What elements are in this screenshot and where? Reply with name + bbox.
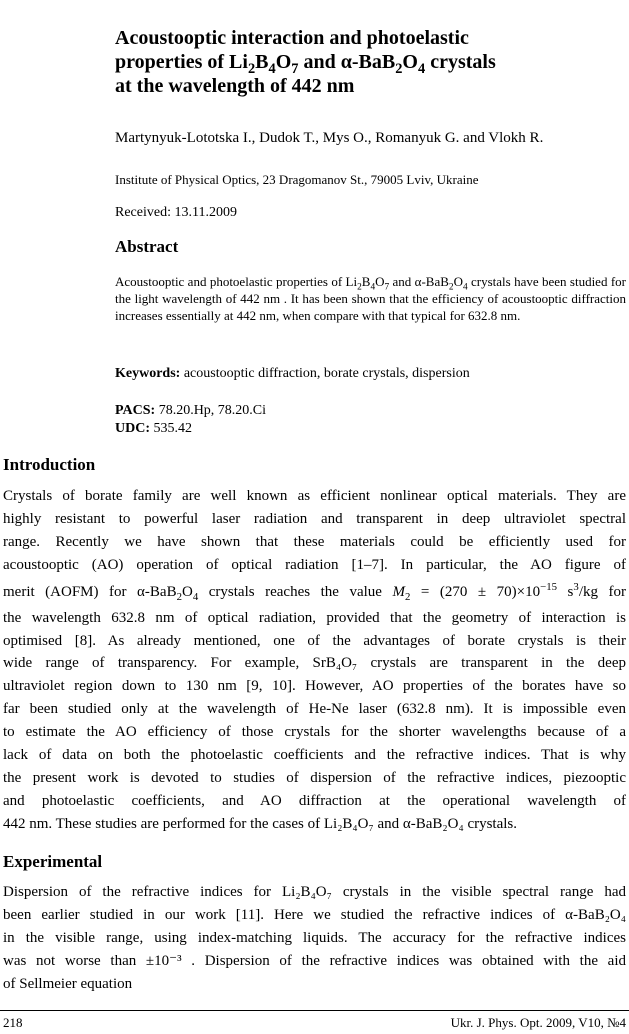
experimental-line: been earlier studied in our work [11]. Here we studied the refractive indices of α-BaB₂O₄ <box>3 906 626 923</box>
experimental-line: of Sellmeier equation <box>3 975 133 992</box>
title-line-2: properties of $Li_2B_4O_7$ and $\alpha-BaB_2O_4$ crystals <box>115 51 496 77</box>
experimental-body <box>3 881 626 996</box>
introduction-heading: Introduction <box>3 455 96 474</box>
experimental-heading: Experimental <box>3 852 103 871</box>
intro-line: and photoelastic coefficients, and AO diffraction at the operational wavelength of <box>3 792 626 809</box>
introduction-body <box>3 485 626 836</box>
intro-line: to estimate the AO efficiency of those crystals for the shorter wavelengths because of a <box>3 724 626 741</box>
footer-rule <box>0 1010 629 1011</box>
intro-line: the wavelength 632.8 nm of optical radiation, provided that the geometry of interaction is <box>3 609 626 626</box>
experimental-line: was not worse than ±10⁻³ . Dispersion of the refractive indices was obtained with the aid <box>3 952 626 969</box>
experimental-line: in the visible range, using index-matching liquids. The accuracy for the refractive indices <box>3 929 626 946</box>
received-date: Received: 13.11.2009 <box>115 205 237 220</box>
intro-line: 442 nm. These studies are performed for the cases of Li₂B₄O₇ and α-BaB₂O₄ crystals. <box>3 815 518 832</box>
intro-line: optimised [8]. As already mentioned, one of the advantages of borate crystals is their <box>3 632 626 649</box>
intro-line: acoustooptic (AO) operation of optical radiation [1–7]. In particular, the AO figure of <box>3 556 626 573</box>
intro-line: ultraviolet region down to 130 nm [9, 10]. However, AO properties of the borates have so <box>3 678 626 695</box>
intro-line: range. Recently we have shown that these materials could be efficiently used for <box>3 533 626 550</box>
abstract-text: Acoustooptic and photoelastic properties of $Li_2B_4O_7$ and $\alpha-BaB_2O_4$ crystals have been studied for the light wavelength of 442 nm . It has been shown that the efficiency of acoustooptic diffraction increases essentially at 442 nm, when compare with that typical for 632.8 nm. <box>115 274 626 323</box>
pacs-codes: PACS: 78.20.Hp, 78.20.Ci <box>115 403 267 418</box>
experimental-line: Dispersion of the refractive indices for Li₂B₄O₇ crystals in the visible spectral range had <box>3 884 626 900</box>
intro-line: far been studied only at the wavelength of He-Ne laser (632.8 nm). It is impossible even <box>3 701 626 718</box>
intro-line: the present work is devoted to studies of dispersion of the refractive indices, piezooptic <box>3 769 626 786</box>
keywords: Keywords: acoustooptic diffraction, borate crystals, dispersion <box>115 366 470 381</box>
authors: Martynyuk-Lototska I., Dudok T., Mys O., Romanyuk G. and Vlokh R. <box>115 130 544 146</box>
paper-title <box>115 26 615 98</box>
intro-formula-line: merit (AOFM) for $\alpha-BaB_2O_4$ crystals reaches the value $M_2 = (270 \pm 70)\times 10^{-15}$ $s^3/kg$ for <box>3 580 626 603</box>
intro-line: lack of data on both the photoelastic coefficients and the refractive indices. That is why <box>3 747 626 764</box>
intro-line: wide range of transparency. For example, SrB₄O₇ crystals are transparent in the deep <box>3 655 626 672</box>
intro-line: Crystals of borate family are well known as efficient nonlinear optical materials. They are <box>3 488 626 504</box>
affiliation: Institute of Physical Optics, 23 Dragomanov St., 79005 Lviv, Ukraine <box>115 172 479 187</box>
classification-codes <box>115 402 266 438</box>
page-number: 218 <box>3 1015 23 1030</box>
intro-line: highly resistant to powerful laser radiation and transparent in deep ultraviolet spectral <box>3 510 626 527</box>
abstract-heading: Abstract <box>115 237 179 256</box>
udc-code: UDC: 535.42 <box>115 421 192 436</box>
title-line-1: Acoustooptic interaction and photoelastic <box>115 27 469 49</box>
title-line-3: at the wavelength of 442 nm <box>115 75 355 97</box>
journal-reference: Ukr. J. Phys. Opt. 2009, V10, №4 <box>450 1015 626 1030</box>
